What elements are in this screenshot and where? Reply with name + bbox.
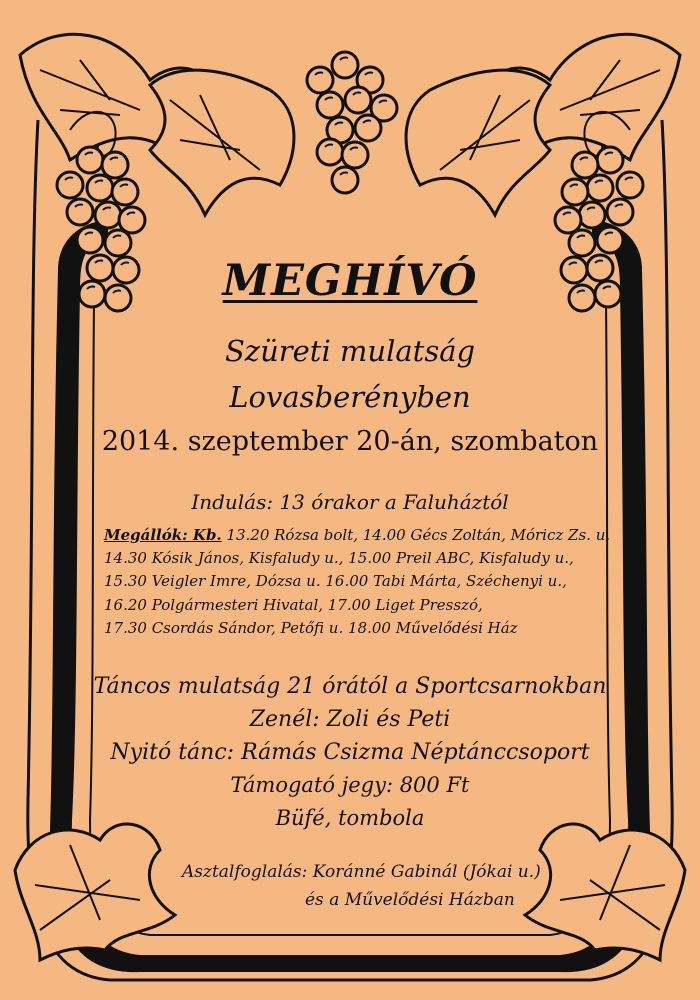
stops-line: Megállók: Kb. 13.20 Rózsa bolt, 14.00 Gécs Zoltán, Móricz Zs. u. (104, 526, 611, 544)
departure-info: Indulás: 13 órakor a Faluháztól (191, 490, 509, 514)
invitation-title: MEGHÍVÓ (222, 256, 478, 306)
reservation-line-1: Asztalfoglalás: Koránné Gabinál (Jókai u.) (182, 862, 541, 882)
stops-line: 15.30 Veigler Imre, Dózsa u. 16.00 Tabi Márta, Széchenyi u., (104, 572, 567, 591)
extras-info: Büfé, tombola (275, 806, 425, 830)
music-info: Zenél: Zoli és Peti (249, 707, 451, 732)
stops-line: 16.20 Polgármesteri Hivatal, 17.00 Liget Presszó, (104, 595, 483, 614)
ticket-price: Támogató jegy: 800 Ft (230, 773, 470, 797)
stops-line: 17.30 Csordás Sándor, Petőfi u. 18.00 Művelődési Ház (104, 618, 518, 637)
dance-info: Táncos mulatság 21 órától a Sportcsarnokban (93, 674, 607, 699)
event-date: 2014. szeptember 20-án, szombaton (101, 426, 599, 457)
event-name: Szüreti mulatság (224, 334, 476, 368)
stops-line: 14.30 Kósik János, Kisfaludy u., 15.00 Preil ABC, Kisfaludy u., (104, 549, 574, 568)
opening-dance-info: Nyitó tánc: Rámás Csizma Néptánccsoport (110, 740, 590, 765)
event-location: Lovasberényben (229, 380, 471, 414)
reservation-line-2: és a Művelődési Házban (305, 890, 515, 910)
stops-list (104, 524, 634, 640)
stops-label: Megállók: Kb. (104, 526, 222, 544)
